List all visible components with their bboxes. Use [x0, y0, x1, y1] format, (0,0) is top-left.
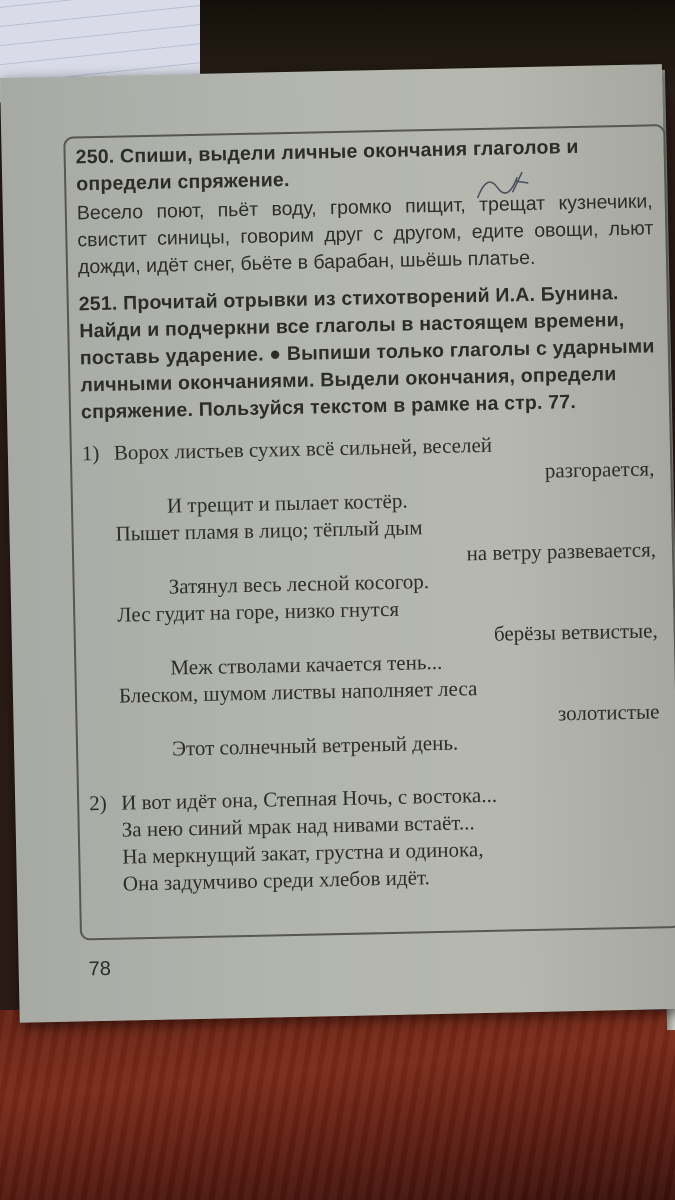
poem-line-text: Ворох листьев сухих всё сильней, веселей: [113, 432, 493, 465]
wooden-table: [0, 1010, 675, 1200]
book-page: [0, 64, 675, 1023]
poem-line: золотистые: [557, 699, 660, 726]
poem-line: За нею синий мрак над нивами встаёт...: [121, 810, 475, 842]
task-250-text: Спиши, выдели личные окончания глаголов и определи спряжение.: [76, 135, 579, 196]
poem-line: разгорается,: [544, 456, 655, 483]
page-content: [75, 132, 667, 898]
poem-line: Блеском, шумом листвы наполняет леса: [118, 676, 478, 708]
poem-line: И трещит и пылает костёр.: [166, 488, 408, 518]
pencil-marks-icon: [472, 167, 533, 208]
task-250-number: 250.: [75, 145, 115, 169]
poem-line: Лес гудит на горе, низко гнутся: [117, 596, 400, 627]
poem-line: на ветру развевается,: [466, 537, 657, 566]
task-251-number: 251.: [78, 292, 118, 316]
poem-line: Меж стволами качается тень...: [170, 649, 443, 680]
task-250-instruction: [75, 132, 652, 198]
poem-line: Этот солнечный ветреный день.: [171, 730, 459, 761]
task-251-instruction: [78, 279, 657, 426]
poem-line: берёзы ветвистые,: [493, 618, 658, 646]
poem-line: На меркнущий закат, грустна и одинока,: [122, 837, 484, 869]
task-250-exercise: Весело поют, пьёт воду, громко пищит, трещат кузнечики, свистит синицы, говорим друг с другом, едите овощи, льют дожди, идёт снег, бьёте в барабан, шьёшь платье.: [76, 190, 654, 279]
task-251-text: Прочитай отрывки из стихотворений И.А. Бунина. Найди и подчеркни все глаголы в настоящем времени, поставь ударение. ● Выпиши только глаголы с ударными личными окончаниями. Выдели окончания, определи спряжение. Пользуйся текстом в рамке на стр. 77.: [79, 282, 655, 424]
poem-line: Она задумчиво среди хлебов идёт.: [122, 865, 430, 896]
poem-line: Затянул весь лесной косогор.: [168, 569, 430, 599]
page-number: 78: [88, 957, 112, 981]
poem-2: [89, 778, 667, 898]
poem-line: Пышет пламя в лицо; тёплый дым: [115, 515, 423, 546]
poem-2-label: 2): [88, 790, 107, 816]
poem-line-text: И вот идёт она, Степная Ночь, с востока...: [120, 782, 498, 815]
poem-1: [82, 428, 665, 764]
poem-1-label: 1): [81, 441, 100, 466]
